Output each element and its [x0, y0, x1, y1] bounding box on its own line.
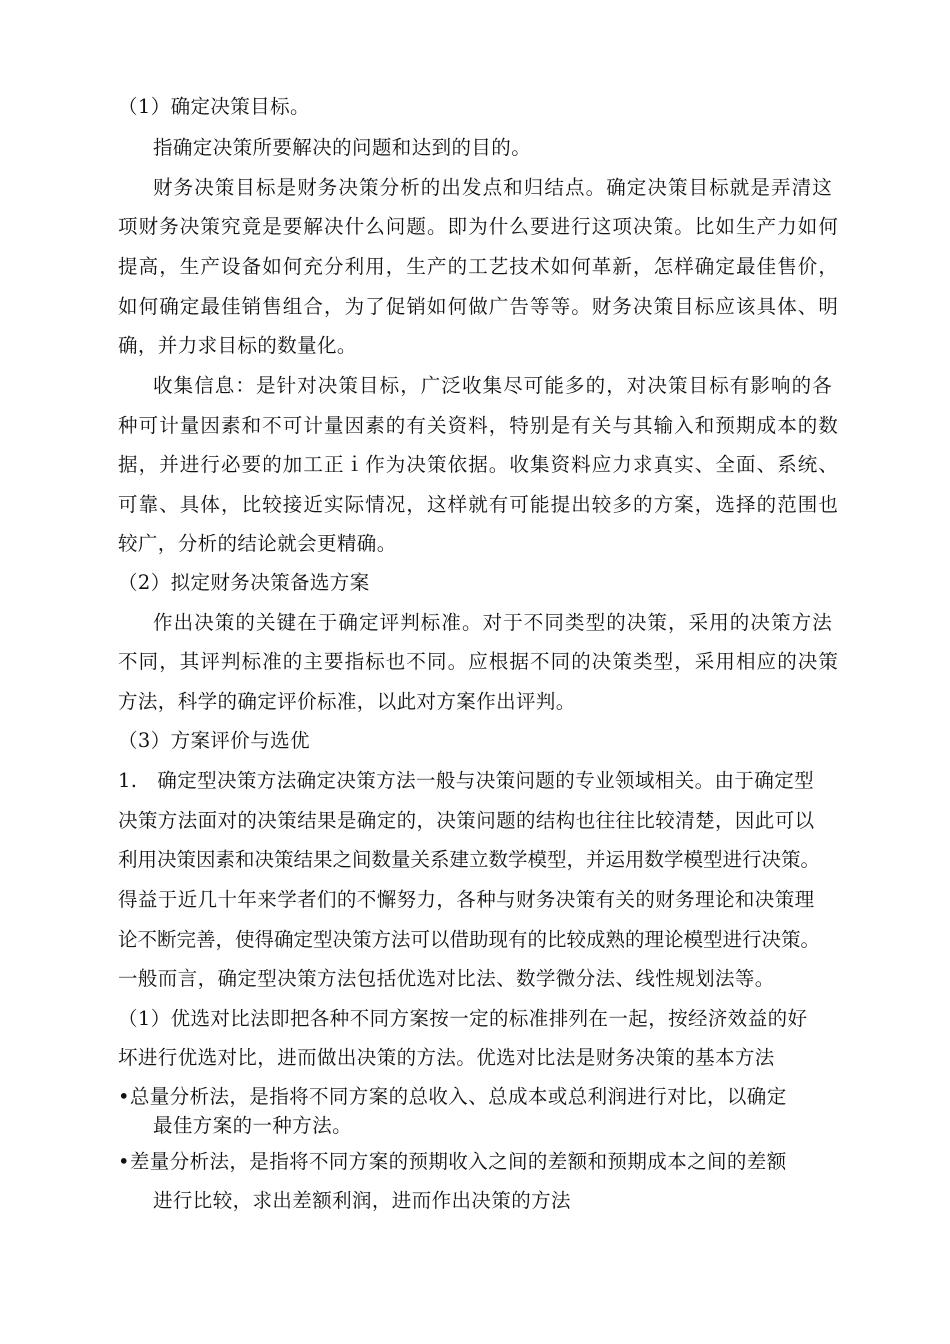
paragraph-line: 项财务决策究竟是要解决什么问题。即为什么要进行这项决策。比如生产力如何	[118, 215, 840, 238]
paragraph-line: 提高，生产设备如何充分利用，生产的工艺技术如何革新，怎样确定最佳售价，	[118, 255, 840, 278]
bullet-item-continuation: 进行比较，求出差额利润，进而作出决策的方法	[153, 1189, 571, 1212]
paragraph-line: 可靠、具体，比较接近实际情况，这样就有可能提出较多的方案，选择的范围也	[118, 493, 840, 516]
bullet-item: •差量分析法，是指将不同方案的预期收入之间的差额和预期成本之间的差额	[118, 1150, 787, 1173]
paragraph-line: 方法，科学的确定评价标准，以此对方案作出评判。	[118, 690, 576, 713]
paragraph-line: 利用决策因素和决策结果之间数量关系建立数学模型，并运用数学模型进行决策。	[118, 848, 821, 871]
paragraph-line: 财务决策目标是财务决策分析的出发点和归结点。确定决策目标就是弄清这	[153, 176, 833, 199]
paragraph-line: 指确定决策所要解决的问题和达到的目的。	[153, 136, 532, 159]
paragraph-line: 不同，其评判标准的主要指标也不同。应根据不同的决策类型，采用相应的决策	[118, 650, 840, 673]
paragraph-line: 坏进行优选对比，进而做出决策的方法。优选对比法是财务决策的基本方法	[118, 1046, 775, 1069]
paragraph-line: 得益于近几十年来学者们的不懈努力，各种与财务决策有关的财务理论和决策理	[118, 888, 815, 911]
numbered-paragraph-line: 1. 确定型决策方法确定决策方法一般与决策问题的专业领域相关。由于确定型	[118, 769, 815, 792]
paragraph-line: 确，并力求目标的数量化。	[118, 334, 357, 357]
section-heading-1: （1）确定决策目标。	[118, 95, 310, 118]
paragraph-line: 较广，分析的结论就会更精确。	[118, 532, 397, 555]
paragraph-line: 据，并进行必要的加工正ｉ作为决策依据。收集资料应力求真实、全面、系统、	[118, 453, 840, 476]
paragraph-line: 作出决策的关键在于确定评判标准。对于不同类型的决策，采用的决策方法	[153, 611, 833, 634]
paragraph-line: 一般而言，确定型决策方法包括优选对比法、数学微分法、线性规划法等。	[118, 967, 775, 990]
section-heading-2: （2）拟定财务决策备选方案	[118, 571, 370, 594]
paragraph-line: 如何确定最佳销售组合，为了促销如何做广告等等。财务决策目标应该具体、明	[118, 295, 840, 318]
paragraph-line: 种可计量因素和不可计量因素的有关资料，特别是有关与其输入和预期成本的数	[118, 414, 840, 437]
paragraph-line: 论不断完善，使得确定型决策方法可以借助现有的比较成熟的理论模型进行决策。	[118, 928, 821, 951]
paragraph-line: 决策方法面对的决策结果是确定的，决策问题的结构也往往比较清楚，因此可以	[118, 809, 815, 832]
paragraph-line: 收集信息：是针对决策目标，广泛收集尽可能多的，对决策目标有影响的各	[153, 374, 833, 397]
bullet-item: •总量分析法，是指将不同方案的总收入、总成本或总利润进行对比，以确定	[118, 1085, 787, 1108]
section-heading-3: （3）方案评价与选优	[118, 729, 310, 752]
paragraph-line: （1）优选对比法即把各种不同方案按一定的标准排列在一起，按经济效益的好	[118, 1007, 808, 1030]
bullet-item-continuation: 最佳方案的一种方法。	[153, 1114, 353, 1137]
